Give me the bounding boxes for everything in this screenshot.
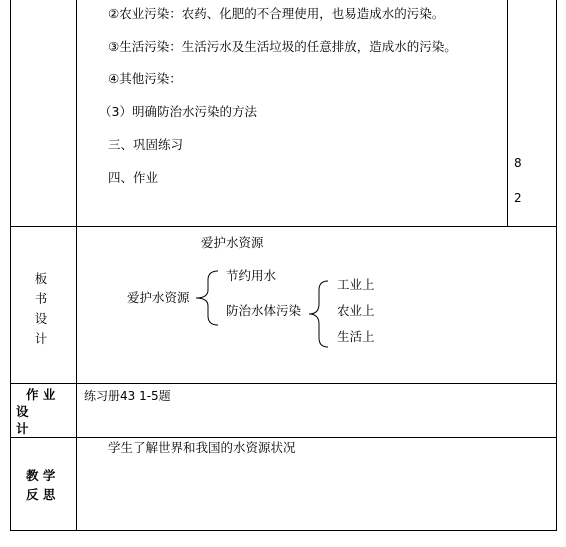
- board-label-char: 计: [34, 331, 48, 346]
- board-label-char: 板: [34, 271, 48, 286]
- board-label-char: 书: [34, 291, 48, 306]
- row-divider-board: [10, 226, 557, 227]
- board-label-char: 设: [34, 311, 48, 326]
- row-divider-reflection: [10, 437, 557, 438]
- board-leaf-daily-life: 生活上: [337, 329, 375, 344]
- step-prevention-methods: （3）明确防治水污染的方法: [99, 104, 257, 119]
- item-agricultural-pollution: ②农业污染：农药、化肥的不合理使用，也易造成水的污染。: [108, 6, 445, 21]
- board-title: 爱护水资源: [201, 235, 264, 250]
- board-root-node: 爱护水资源: [127, 290, 190, 305]
- label-column-divider: [76, 0, 77, 531]
- reflection-label-line-1: 教 学: [26, 468, 56, 483]
- homework-content: 练习册43 1-5题: [84, 389, 171, 403]
- time-value-2: 2: [514, 191, 522, 205]
- table-right-border: [556, 0, 557, 531]
- section-homework: 四、作业: [108, 170, 159, 185]
- homework-label-line-1: 作 业: [26, 387, 56, 402]
- item-domestic-pollution: ③生活污染：生活污水及生活垃圾的任意排放，造成水的污染。: [108, 39, 457, 54]
- board-branch-pollution-prevention: 防治水体污染: [226, 303, 302, 318]
- table-left-border: [10, 0, 11, 531]
- table-bottom-border: [10, 530, 557, 531]
- board-leaf-industry: 工业上: [337, 277, 375, 292]
- row-divider-homework: [10, 383, 557, 384]
- board-leaf-agriculture: 农业上: [337, 303, 375, 318]
- time-value-1: 8: [514, 156, 522, 170]
- board-branch-water-saving: 节约用水: [226, 268, 277, 283]
- reflection-label-line-2: 反 思: [26, 487, 56, 502]
- item-other-pollution: ④其他污染：: [108, 71, 182, 86]
- homework-label-line-2: 设: [16, 404, 29, 419]
- reflection-content: 学生了解世界和我国的水资源状况: [108, 440, 296, 455]
- homework-label-line-3: 计: [16, 421, 29, 436]
- time-column-divider: [507, 0, 508, 226]
- brace-second-level: [306, 278, 332, 350]
- brace-first-level: [192, 268, 222, 328]
- section-practice: 三、巩固练习: [108, 137, 184, 152]
